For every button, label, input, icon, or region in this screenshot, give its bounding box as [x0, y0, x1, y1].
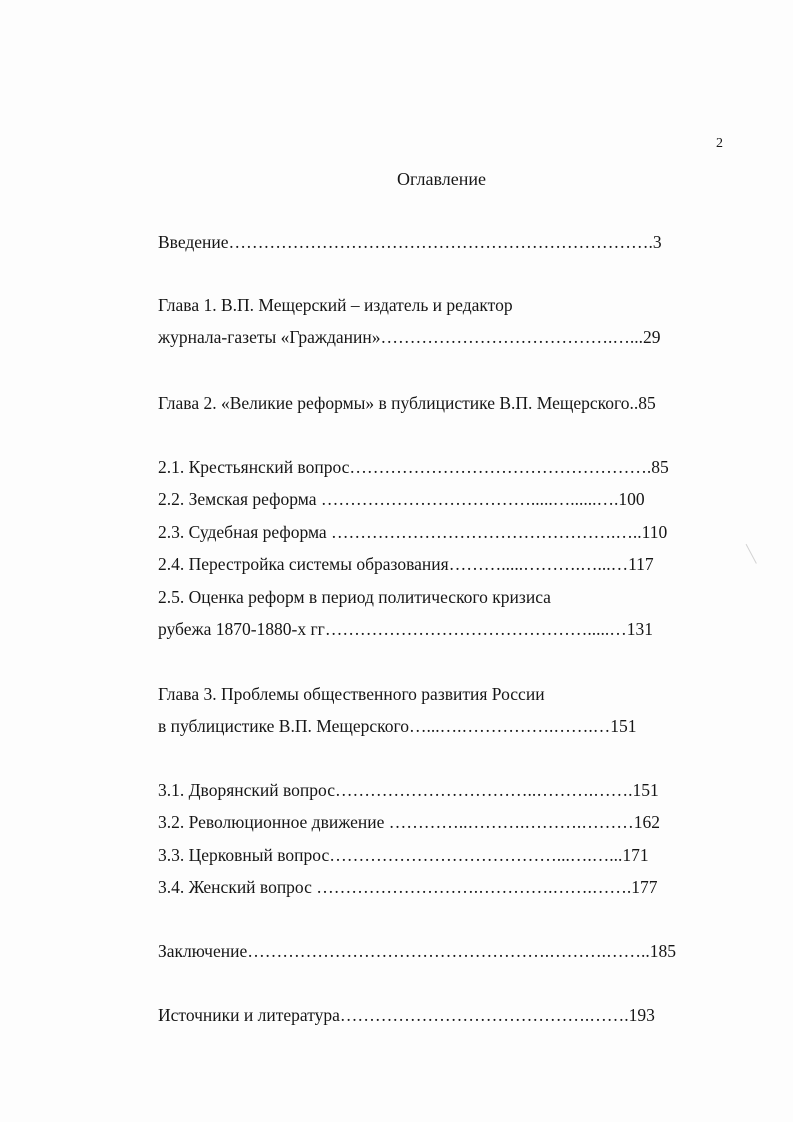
toc-entry-chapter-2: Глава 2. «Великие реформы» в публицистике В.П. Мещерского..85 [158, 393, 656, 413]
toc-entry-section-2-3: 2.3. Судебная реформа ………………………………………….…..110 [158, 522, 668, 542]
page-title: Оглавление [397, 169, 486, 189]
toc-entry-section-2-4: 2.4. Перестройка системы образования……….....……….…...…117 [158, 554, 654, 574]
toc-entry-chapter-1-line-2: журнала-газеты «Гражданин»………………………………….…...29 [158, 327, 661, 347]
toc-entry-section-3-2: 3.2. Революционное движение …………..……….……….………162 [158, 812, 660, 832]
toc-entry-section-2-2: 2.2. Земская реформа ……………………………….....…......….100 [158, 489, 645, 509]
toc-entry-chapter-1-line-1: Глава 1. В.П. Мещерский – издатель и редактор [158, 295, 513, 315]
toc-entry-section-2-5-line-1: 2.5. Оценка реформ в период политического кризиса [158, 587, 551, 607]
toc-entry-section-2-5-line-2: рубежа 1870-1880-х гг……………………………………….....…131 [158, 619, 653, 639]
page-number: 2 [716, 136, 723, 151]
toc-entry-chapter-3-line-1: Глава 3. Проблемы общественного развития России [158, 684, 545, 704]
toc-entry-section-3-1: 3.1. Дворянский вопрос……………………………..……….…….151 [158, 780, 659, 800]
toc-entry-section-3-3: 3.3. Церковный вопрос…………………………………...….…...171 [158, 845, 649, 865]
toc-entry-chapter-3-line-2: в публицистике В.П. Мещерского…...….…………….…….…151 [158, 716, 637, 736]
scan-artifact-mark [746, 538, 768, 564]
toc-entry-section-3-4: 3.4. Женский вопрос ……………………….………….…….…….177 [158, 877, 658, 897]
toc-entry-section-2-1: 2.1. Крестьянский вопрос…………………………………………….85 [158, 457, 669, 477]
toc-entry-sources: Источники и литература…………………………………….…….193 [158, 1005, 655, 1025]
toc-entry-conclusion: Заключение…………………………………………….……….……..185 [158, 941, 676, 961]
toc-entry-introduction: Введение……………………………………………………………….3 [158, 232, 662, 252]
